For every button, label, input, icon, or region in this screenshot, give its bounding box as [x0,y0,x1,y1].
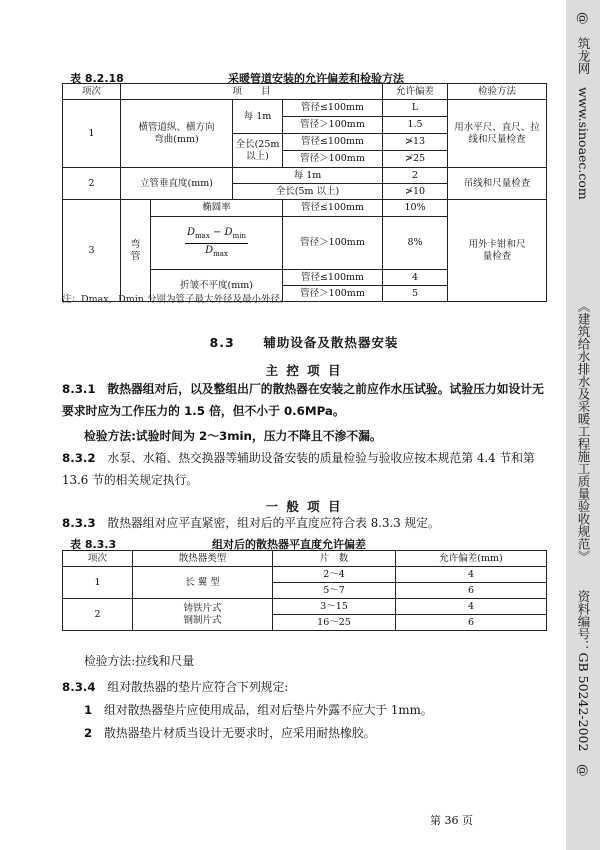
th-no: 项次 [63,84,121,100]
cell-dev: 4 [396,567,547,583]
cell-dia: 管径＞100mm [283,151,383,168]
para-test-method: 检验方法:试验时间为 2～3min，压力不降且不渗不漏。 [84,429,382,443]
clause-text: 散热器组对应平直紧密，组对后的平直度应符合表 8.3.3 规定。 [107,516,440,530]
page-content [62,0,546,850]
page-number: 第 36 页 [430,814,473,827]
table1-note: 注：Dmax，Dmin 分别为管子最大外径及最小外径。 [62,294,290,305]
para-check-method: 检验方法:拉线和尺量 [84,654,195,668]
table-8-3-3 [62,550,547,631]
cell-no: 2 [63,599,133,631]
th-type: 散热器类型 [133,551,273,567]
cell-no: 1 [63,567,133,599]
cell-count: 5～7 [273,583,396,599]
cell-no: 2 [63,168,121,200]
cell-item: 立管垂直度(mm) [121,168,233,200]
cell-dev: 8% [383,217,448,270]
para-8-3-1 [62,378,546,422]
cell-dia: 管径＞100mm [283,286,383,302]
cell-no: 1 [63,100,121,168]
cell-dev: 4 [383,270,448,286]
clause-number: 8.3.4 [62,680,96,694]
th-count: 片 数 [273,551,396,567]
clause-text: 水泵、水箱、热交换器等辅助设备安装的质量检验与验收应按本规范第 4.4 节和第 13.6 节的相关规定执行。 [62,451,535,487]
cell-dev: ≯25 [383,151,448,168]
cell-count: 16～25 [273,615,396,631]
cell-dev: 2 [383,168,448,184]
formula-denominator: $D_{max}$ [205,244,228,258]
cell-dev: ≯10 [383,184,448,200]
cell-dia: 管径≤100mm [283,270,383,286]
para-8-3-4 [62,676,546,698]
side-banner [566,0,600,850]
type-steel: 钢制片式 [183,614,222,626]
cell-method: 用外卡钳和尺量检查 [448,200,547,302]
cell-no: 3 [63,200,121,302]
cell-dev: 4 [396,599,547,615]
th-method: 检验方法 [448,84,547,100]
cell-method: 用水平尺、直尺、拉线和尺量检查 [448,100,547,168]
th-item: 项 目 [121,84,383,100]
cell-ellipse: 椭圆率 [151,200,283,217]
cell-fold: 折皱不平度(mm) [151,270,283,302]
list-item [84,699,546,721]
table-row [63,168,547,184]
item-text: 组对散热器垫片应使用成品，组对后垫片外露不应大于 1mm。 [104,703,433,717]
section-heading [62,333,546,351]
item-text: 散热器垫片材质当设计无要求时，应采用耐热橡胶。 [104,726,376,740]
formula-numerator: $D_{max} - D_{min}$ [185,226,248,244]
cell-type [133,599,273,631]
cell-dev: 10% [383,200,448,217]
cell-dia: 管径≤100mm [283,200,383,217]
th-dev: 允许偏差(mm) [396,551,547,567]
cell-dia: 管径≤100mm [283,134,383,151]
cell-dia: 管径≤100mm [283,100,383,117]
table-header-row [63,84,547,100]
table2-caption-no: 表 8.3.3 [70,538,117,551]
item-number: 1 [84,703,93,717]
cell-dev: 1.5 [383,117,448,134]
clause-number: 8.3.2 [62,451,96,465]
table-row [63,100,547,117]
main-items-heading: 主 控 项 目 [265,363,343,378]
cell-dev: ≯13 [383,134,448,151]
table1-caption-title: 采暖管道安装的允许偏差和检验方法 [228,72,404,85]
cell-dia: 管径＞100mm [283,217,383,270]
table-row [63,599,547,615]
cell-count: 3～15 [273,599,396,615]
cell-item: 弯管 [121,200,151,302]
section-number: 8.3 [209,335,235,350]
cell-dev: 6 [396,615,547,631]
table-8-2-18 [62,83,547,302]
cell-per-m: 每 1m [233,100,283,134]
clause-text: 组对散热器的垫片应符合下列规定: [107,680,289,694]
sidebar-book-title: 《建筑给水排水及采暖工程施工质量验收规范》 [576,300,591,563]
clause-text: 散热器组对后，以及整组出厂的散热器在安装之前应作水压试验。试验压力如设计无要求时应为工作压力的 1.5 倍，但不小于 0.6MPa。 [62,382,544,418]
formula-fraction [185,226,248,261]
table-header-row [63,551,547,567]
cell-item: 横管道纵、横方向弯曲(mm) [121,100,233,168]
table-row [63,567,547,583]
table1-caption-no: 表 8.2.18 [70,72,124,85]
cell-count: 2～4 [273,567,396,583]
clause-number: 8.3.3 [62,516,96,530]
item-number: 2 [84,726,93,740]
cell-method: 吊线和尺量检查 [448,168,547,200]
list-item [84,722,546,744]
cell-dev: L [383,100,448,117]
table2-caption-title: 组对后的散热器平直度允许偏差 [212,538,366,551]
th-dev: 允许偏差 [383,84,448,100]
section-title: 辅助设备及散热器安装 [263,335,399,350]
general-items-heading: 一 般 项 目 [265,499,343,514]
clause-number: 8.3.1 [62,382,96,396]
th-no: 项次 [63,551,133,567]
cell-per-m: 每 1m [233,168,383,184]
cell-dev: 6 [396,583,547,599]
cell-full: 全长(25m 以上) [233,134,283,168]
cell-type: 长 翼 型 [133,567,273,599]
cell-full: 全长(5m 以上) [233,184,383,200]
cell-dia: 管径＞100mm [283,117,383,134]
sidebar-doc-code: 资料编号：GB 50242-2002 @ [576,590,591,777]
para-8-3-3 [62,512,546,534]
sidebar-brand: @ 筑龙网 www.sinoaec.com [576,12,591,200]
ellipse-formula [151,217,283,270]
cell-dev: 5 [383,286,448,302]
para-8-3-2 [62,447,546,491]
type-cast-iron: 铸铁片式 [183,602,222,614]
table-row [63,200,547,217]
